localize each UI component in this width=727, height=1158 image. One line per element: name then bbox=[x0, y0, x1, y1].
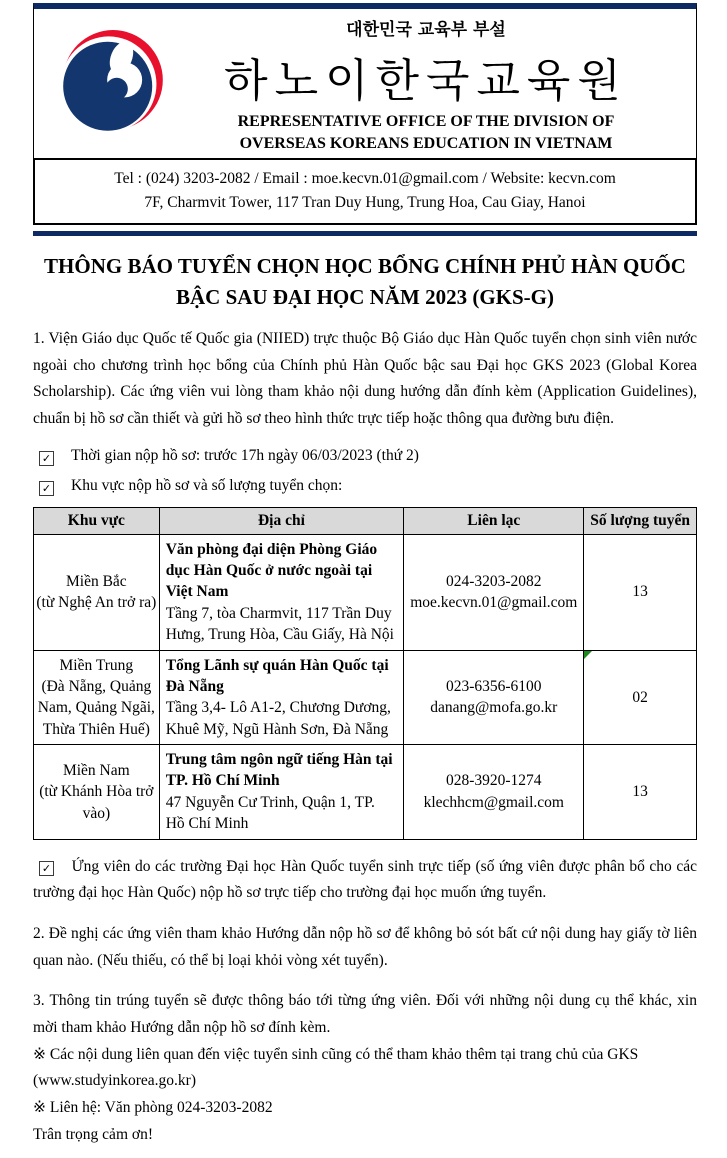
region-sub: (từ Khánh Hòa trở vào) bbox=[39, 783, 154, 822]
contact-cell bbox=[404, 650, 584, 745]
quota-value: 02 bbox=[632, 688, 648, 706]
contact-email: klechhcm@gmail.com bbox=[423, 793, 564, 811]
address-cell bbox=[159, 534, 404, 650]
table-row bbox=[34, 650, 697, 745]
address-detail: Tầng 3,4- Lô A1-2, Chương Dương, Khuê Mỹ, Ngũ Hành Sơn, Đà Nẵng bbox=[165, 699, 391, 738]
korean-org-title: 하노이한국교육원 bbox=[224, 54, 628, 107]
address-organization: Tổng Lãnh sự quán Hàn Quốc tại Đà Nẵng bbox=[165, 656, 389, 695]
check-item-deadline bbox=[33, 447, 697, 466]
quota-cell bbox=[584, 534, 697, 650]
regions-table bbox=[33, 507, 697, 840]
taegeuk-emblem-icon bbox=[60, 29, 166, 135]
contact-phone: 028-3920-1274 bbox=[445, 772, 542, 790]
quota-value: 13 bbox=[632, 783, 648, 801]
paragraph-2: 2. Đề nghị các ứng viên tham khảo Hướng dẫn nộp hồ sơ để không bỏ sót bất cứ nội dung hay giấy tờ liên quan nào. (Nếu thiếu, có thể bị loại khỏi vòng xét tuyển). bbox=[33, 924, 697, 969]
contact-cell bbox=[404, 745, 584, 840]
contact-email: moe.kecvn.01@gmail.com bbox=[410, 594, 578, 612]
table-row bbox=[34, 745, 697, 840]
contact-phone: 023-6356-6100 bbox=[445, 677, 542, 695]
contact-phone: 024-3203-2082 bbox=[445, 572, 542, 590]
address-organization: Trung tâm ngôn ngữ tiếng Hàn tại TP. Hồ Chí Minh bbox=[165, 751, 393, 790]
region-cell bbox=[34, 745, 160, 840]
quota-cell bbox=[584, 745, 697, 840]
letterhead bbox=[33, 3, 697, 158]
paragraph-3: 3. Thông tin trúng tuyển sẽ được thông báo tới từng ứng viên. Đối với những nội dung cụ thể khác, xin mời tham khảo Hướng dẫn nộp hồ sơ đính kèm. bbox=[33, 992, 697, 1036]
cell-flag-triangle-icon bbox=[584, 651, 592, 659]
check-item-universities bbox=[33, 854, 697, 907]
region-sub: (Đà Nẵng, Quảng Nam, Quảng Ngãi, Thừa Thiên Huế) bbox=[37, 677, 155, 738]
region-name: Miền Trung bbox=[59, 656, 134, 674]
address-detail: Tầng 7, tòa Charmvit, 117 Trần Duy Hưng, Trung Hòa, Cầu Giấy, Hà Nội bbox=[165, 604, 394, 644]
address-detail: 47 Nguyễn Cư Trinh, Quận 1, TP. Hồ Chí Minh bbox=[165, 793, 375, 833]
table-header-row bbox=[34, 507, 697, 534]
document-title-line1: THÔNG BÁO TUYỂN CHỌN HỌC BỔNG CHÍNH PHỦ HÀN QUỐC bbox=[44, 254, 686, 279]
check-item-regions bbox=[33, 477, 697, 496]
region-cell bbox=[34, 650, 160, 745]
checkbox-checked-icon: ✓ bbox=[39, 481, 54, 496]
paragraph-1: 1. Viện Giáo dục Quốc tế Quốc gia (NIIED) trực thuộc Bộ Giáo dục Hàn Quốc tuyển chọn sinh viên nước ngoài cho chương trình học bổng của Chính phủ Hàn Quốc bậc sau Đại học GKS 2023 (Global Korea Scholarship). Các ứng viên vui lòng tham khảo nội dung hướng dẫn đính kèm (Application Guidelines), chuẩn bị hồ sơ cần thiết và gửi hồ sơ theo hình thức trực tiếp hoặc thông qua đường bưu điện. bbox=[33, 330, 697, 428]
quota-cell bbox=[584, 650, 697, 745]
contact-box bbox=[33, 158, 697, 225]
region-name: Miền Bắc bbox=[65, 572, 127, 590]
column-header-region: Khu vực bbox=[34, 507, 160, 534]
region-cell bbox=[34, 534, 160, 650]
header-divider bbox=[33, 231, 697, 236]
note-contact-office: ※ Liên hệ: Văn phòng 024-3203-2082 bbox=[33, 1098, 273, 1116]
english-org-title-line2: OVERSEAS KOREANS EDUCATION IN VIETNAM bbox=[239, 134, 613, 152]
address-cell bbox=[159, 745, 404, 840]
quota-value: 13 bbox=[632, 583, 648, 601]
checkbox-checked-icon: ✓ bbox=[39, 861, 54, 876]
address-cell bbox=[159, 650, 404, 745]
table-row bbox=[34, 534, 697, 650]
column-header-quota: Số lượng tuyển bbox=[584, 507, 697, 534]
check-item-universities-label: Ứng viên do các trường Đại học Hàn Quốc tuyển sinh trực tiếp (số ứng viên được phân bổ cho các trường đại học Hàn Quốc) nộp hồ sơ trực tiếp cho trường đại học muốn ứng tuyển. bbox=[33, 857, 698, 902]
check-item-regions-label: Khu vực nộp hồ sơ và số lượng tuyển chọn: bbox=[71, 476, 343, 494]
contact-cell bbox=[404, 534, 584, 650]
closing-block bbox=[33, 988, 697, 1148]
closing-thanks: Trân trọng cảm ơn! bbox=[33, 1125, 153, 1143]
note-gks-homepage: ※ Các nội dung liên quan đến việc tuyển sinh cũng có thể tham khảo thêm tại trang chủ của GKS (www.studyinkorea.go.kr) bbox=[33, 1045, 639, 1090]
region-name: Miền Nam bbox=[62, 761, 130, 779]
column-header-address: Địa chỉ bbox=[159, 507, 404, 534]
english-org-title-line1: REPRESENTATIVE OFFICE OF THE DIVISION OF bbox=[237, 113, 615, 130]
column-header-contact: Liên lạc bbox=[404, 507, 584, 534]
checkbox-checked-icon: ✓ bbox=[39, 451, 54, 466]
region-sub: (từ Nghệ An trở ra) bbox=[36, 594, 157, 612]
check-item-deadline-label: Thời gian nộp hồ sơ: trước 17h ngày 06/03/2023 (thứ 2) bbox=[71, 446, 419, 464]
address-organization: Văn phòng đại diện Phòng Giáo dục Hàn Quốc ở nước ngoài tại Việt Nam bbox=[165, 540, 378, 601]
contact-email: danang@mofa.go.kr bbox=[430, 699, 558, 717]
document-title bbox=[33, 251, 697, 312]
contact-address-line: 7F, Charmvit Tower, 117 Tran Duy Hung, Trung Hoa, Cau Giay, Hanoi bbox=[144, 194, 586, 212]
korean-affiliation: 대한민국 교육부 부설 bbox=[346, 20, 506, 40]
document-title-line2: BẬC SAU ĐẠI HỌC NĂM 2023 (GKS-G) bbox=[176, 284, 554, 309]
contact-tel-line: Tel : (024) 3203-2082 / Email : moe.kecvn.01@gmail.com / Website: kecvn.com bbox=[114, 170, 616, 188]
letterhead-text bbox=[166, 9, 696, 158]
